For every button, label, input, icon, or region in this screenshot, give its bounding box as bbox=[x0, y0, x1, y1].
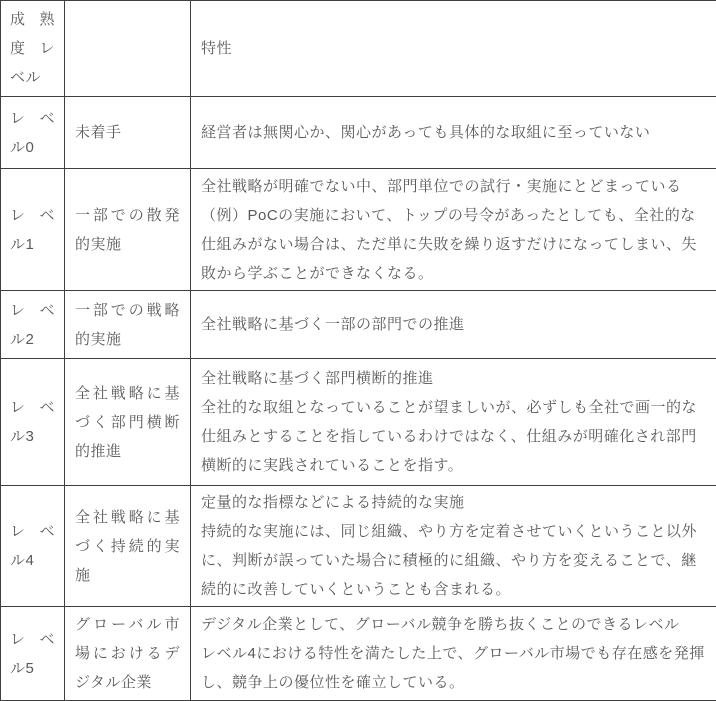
header-maturity-level: 成熟度レベル bbox=[1, 1, 65, 97]
header-row bbox=[1, 1, 716, 97]
trait-paragraph: 定量的な指標などによる持続的な実施 bbox=[201, 488, 708, 517]
level-cell: レベル0 bbox=[1, 97, 65, 169]
trait-paragraph: （例）PoCの実施において、トップの号令があったとしても、全社的な仕組みがない場合は、ただ単に失敗を繰り返すだけになってしまい、失敗から学ぶことができなくなる。 bbox=[201, 201, 708, 288]
trait-cell bbox=[191, 169, 716, 291]
level-name-cell: 一部での散発的実施 bbox=[65, 169, 191, 291]
table-row-level1 bbox=[1, 169, 716, 291]
level-cell: レベル1 bbox=[1, 169, 65, 291]
trait-paragraph: 全社的な取組となっていることが望ましいが、必ずしも全社で画一的な仕組みとすることを指しているわけではなく、仕組みが明確化され部門横断的に実践されていることを指す。 bbox=[201, 393, 708, 480]
trait-paragraph: 全社戦略が明確でない中、部門単位での試行・実施にとどまっている bbox=[201, 172, 708, 201]
level-name-cell: 全社戦略に基づく持続的実施 bbox=[65, 486, 191, 607]
trait-paragraph: レベル4における特性を満たした上で、グローバル市場でも存在感を発揮し、競争上の優位性を確立している。 bbox=[201, 639, 708, 697]
level-cell: レベル4 bbox=[1, 486, 65, 607]
trait-cell bbox=[191, 486, 716, 607]
table-row-level2 bbox=[1, 291, 716, 359]
table-row-level3 bbox=[1, 359, 716, 486]
level-cell: レベル3 bbox=[1, 359, 65, 486]
trait-cell bbox=[191, 359, 716, 486]
table-row-level4 bbox=[1, 486, 716, 607]
trait-paragraph: 全社戦略に基づく一部の部門での推進 bbox=[201, 310, 708, 339]
trait-cell bbox=[191, 291, 716, 359]
trait-cell bbox=[191, 607, 716, 701]
header-trait: 特性 bbox=[191, 1, 716, 97]
level-name-cell: グローバル市場におけるデジタル企業 bbox=[65, 607, 191, 701]
trait-paragraph: 全社戦略に基づく部門横断的推進 bbox=[201, 364, 708, 393]
trait-paragraph: 経営者は無関心か、関心があっても具体的な取組に至っていない bbox=[201, 118, 708, 147]
table-row-level5 bbox=[1, 607, 716, 701]
level-name-cell: 未着手 bbox=[65, 97, 191, 169]
level-name-cell: 一部での戦略的実施 bbox=[65, 291, 191, 359]
trait-cell bbox=[191, 97, 716, 169]
table-row-level0 bbox=[1, 97, 716, 169]
trait-paragraph: デジタル企業として、グローバル競争を勝ち抜くことのできるレベル bbox=[201, 610, 708, 639]
level-name-cell: 全社戦略に基づく部門横断的推進 bbox=[65, 359, 191, 486]
level-cell: レベル2 bbox=[1, 291, 65, 359]
trait-paragraph: 持続的な実施には、同じ組織、やり方を定着させていくということ以外に、判断が誤っていた場合に積極的に組織、やり方を変えることで、継続的に改善していくということも含まれる。 bbox=[201, 517, 708, 604]
level-cell: レベル5 bbox=[1, 607, 65, 701]
header-level-name bbox=[65, 1, 191, 97]
